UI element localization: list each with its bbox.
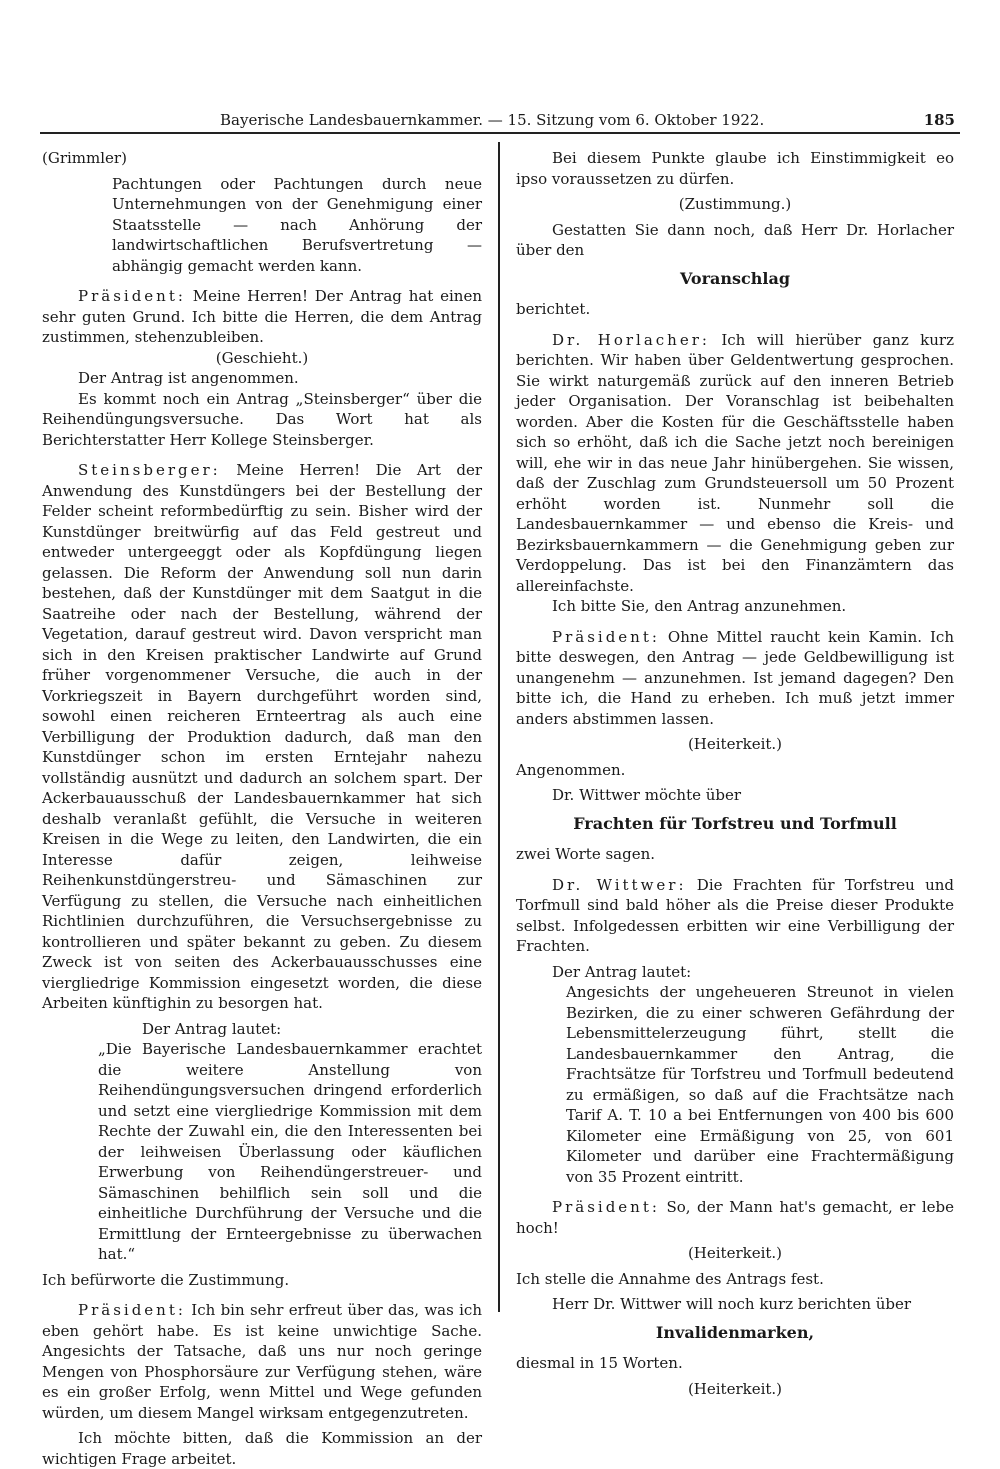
right-column — [516, 148, 954, 1399]
statement-text: Ich will hierüber ganz kurz berichten. Wir haben über Geldentwertung gesprochen. Sie wirkt naturgemäß zurück auf den inneren Betrieb jeder Organisation. Der Voranschlag ist beibehalten worden. Aber die Kosten für die Geschäftsstelle haben sich so erhöht, daß ich die Sache jetzt noch bereinigen will, ehe wir in das neue Jahr hinübergehen. Sie wissen, daß der Zuschlag zum Grundsteuersoll um 50 Prozent erhöht worden ist. Nunmehr soll die Landesbauernkammer — und ebenso die Kreis- und Bezirksbauernkammern — die Genehmigung geben zur Verdoppelung. Das ist bei den Finanzämtern das allereinfachste. — [516, 330, 954, 595]
motion-intro: Es kommt noch ein Antrag „Steinsberger“ über die Reihendüngungsversuche. Das Wort hat als Berichterstatter Herr Kollege Steinsberger. — [42, 389, 482, 449]
running-header — [40, 110, 960, 134]
motion-accepted: Der Antrag ist angenommen. — [78, 369, 299, 387]
president-statement-1 — [42, 286, 482, 348]
horlacher-statement — [516, 330, 954, 597]
president-statement-4 — [516, 1197, 954, 1238]
motion-label: Der Antrag lautet: — [552, 962, 692, 981]
speaker-name: Präsident: — [78, 287, 186, 305]
speaker-name: Präsident: — [552, 1198, 660, 1216]
column-divider — [498, 142, 500, 1312]
speaker-name: Präsident: — [78, 1301, 186, 1319]
closing-remark: Ich möchte bitten, daß die Kommission an der wichtigen Frage arbeitet. — [42, 1429, 482, 1468]
stage-direction: (Zustimmung.) — [678, 195, 792, 213]
running-title: Bayerische Landesbauernkammer. — 15. Sitzung vom 6. Oktober 1922. — [220, 111, 765, 129]
fifteen-words-line: diesmal in 15 Worten. — [516, 1354, 683, 1372]
wittwer-statement — [516, 875, 954, 957]
statement-text: Meine Herren! Der Antrag hat einen sehr guten Grund. Ich bitte die Herren, die dem Antrag zustimmen, stehenzubleiben. — [42, 287, 482, 346]
accepted-line: Angenommen. — [516, 760, 626, 779]
stage-direction: (Heiterkeit.) — [687, 1379, 783, 1398]
left-column — [42, 148, 482, 1469]
statement-text: Meine Herren! Die Art der Anwendung des Kunstdüngers bei der Bestellung der Felder scheint reformbedürftig zu sein. Bisher wird der Kunstdünger breitwürfig auf das Feld gestreut und entweder untergeeggt oder als Kopfdüngung liegen gelassen. Die Reform der Anwendung soll nun darin bestehen, daß der Kunstdünger mit dem Saatgut in die Saatreihe oder nach der Bestellung, während der Vegetation, darauf gestreut wird. Davon verspricht man sich in den Kreisen praktischer Landwirte auf Grund früher vorgenommener Versuche, die auch in der Vorkriegszeit in Bayern durchgeführt worden sind, sowohl einen reicheren Ernteertrag als auch eine Verbilligung der Produktion dadurch, daß man den Kunstdünger schon im ersten Erntejahr nahezu vollständig ausnützt und dadurch an solchem spart. Der Ackerbauausschuß der Landesbauernkammer hat sich deshalb veranlaßt gefühlt, die Versuche in weiteren Kreisen in die Wege zu leiten, den Landwirten, die ein Interesse dafür zeigen, leihweise Reihenkunstdüngerstreu- und Sämaschinen zur Verfügung zu stellen, die Versuche nach einheitlichen Richtlinien durchzuführen, die Versuchsergebnisse zu kontrollieren und später bekannt zu geben. Zu diesem Zweck ist von seiten des Ackerbauausschusses eine viergliedrige Kommission eingesetzt worden, die diese Arbeiten künftighin zu besorgen hat. — [42, 461, 482, 1012]
statement-text: So, der Mann hat's gemacht, er lebe hoch! — [516, 1198, 954, 1237]
speaker-tag: (Grimmler) — [42, 149, 127, 167]
endorsement: Ich befürworte die Zustimmung. — [42, 1270, 290, 1289]
page-number: 185 — [923, 111, 955, 129]
unanimity-remark: Bei diesem Punkte glaube ich Einstimmigkeit eo ipso voraussetzen zu dürfen. — [516, 149, 954, 188]
reports-line: berichtet. — [516, 300, 591, 318]
motion-text: „Die Bayerische Landesbauernkammer erachtet die weitere Anstellung von Reihendüngungsversuchen dringend erforderlich und setzt eine viergliedrige Kommission mit dem Rechte der Zuwahl ein, die den Interessenten bei der leihweisen Überlassung oder käuflichen Erwerbung von Reihendüngerstreuer- und Sämaschinen behilflich sein soll und die einheitliche Durchführung der Versuche und die Ermittlung der Ernteergebnisse zu überwachen hat.“ — [98, 1040, 482, 1263]
statement-text: Ohne Mittel raucht kein Kamin. Ich bitte deswegen, den Antrag — jede Geldbewilligung ist unangenehm — anzunehmen. Ist jemand dagegen? Den bitte ich, die Hand zu erheben. Ich muß jetzt immer anders abstimmen lassen. — [516, 627, 954, 728]
statement-text: Ich bin sehr erfreut über das, was ich eben gehört habe. Es ist keine unwichtige Sache. Angesichts der Tatsache, daß uns nur noch geringe Mengen von Phosphorsäure zur Verfügung stehen, wäre es ein großer Erfolg, wenn Mittel und Wege gefunden würden, um diesem Mangel wirksam entgegenzutreten. — [42, 1301, 482, 1422]
stage-direction: (Heiterkeit.) — [687, 1244, 783, 1262]
report-intro: Herr Dr. Wittwer will noch kurz berichten über — [552, 1295, 912, 1313]
motion-text: Angesichts der ungeheueren Streunot in vielen Bezirken, die zu einer schweren Gefährdung der Lebensmittelerzeugung führt, stellt die Landesbauernkammer den Antrag, die Frachtsätze für Torfstreu und Torfmull bedeutend zu ermäßigen, so daß auf die Frachtsätze nach Tarif A. T. 10 a bei Entfernungen von 400 bis 600 Kilometer eine Ermäßigung von 25, von 601 Kilometer und darüber eine Frachtermäßigung von 35 Prozent eintritt. — [566, 983, 954, 1186]
section-heading: Voranschlag — [679, 268, 791, 288]
stage-direction: (Geschieht.) — [215, 348, 309, 367]
horlacher-request: Ich bitte Sie, den Antrag anzunehmen. — [552, 597, 847, 615]
two-words-line: zwei Worte sagen. — [516, 845, 656, 863]
steinsberger-statement — [42, 460, 482, 1014]
quote-continuation: Pachtungen oder Pachtungen durch neue Unternehmungen von der Genehmigung einer Staatsstelle — nach Anhörung der landwirtschaftlichen Berufsvertretung — abhängig gemacht werden kann. — [112, 174, 482, 275]
speaker-name: Dr. Wittwer: — [552, 875, 687, 894]
permission-request: Gestatten Sie dann noch, daß Herr Dr. Horlacher über den — [516, 220, 954, 259]
speaker-name: Steinsberger: — [78, 461, 221, 479]
speaker-name: Präsident: — [552, 627, 660, 646]
motion-label: Der Antrag lautet: — [142, 1019, 282, 1038]
president-statement-2 — [42, 1300, 482, 1423]
wittwer-intro: Dr. Wittwer möchte über — [552, 786, 742, 804]
speaker-name: Dr. Horlacher: — [552, 330, 710, 349]
adoption-line: Ich stelle die Annahme des Antrags fest. — [516, 1269, 824, 1288]
section-heading: Invalidenmarken, — [655, 1322, 815, 1342]
statement-text: Die Frachten für Torfstreu und Torfmull sind bald höher als die Preise dieser Produkte selbst. Infolgedessen erbitten wir eine Verbilligung der Frachten. — [516, 875, 954, 955]
stage-direction: (Heiterkeit.) — [687, 735, 783, 753]
section-heading: Frachten für Torfstreu und Torfmull — [573, 813, 897, 833]
president-statement-3 — [516, 627, 954, 730]
